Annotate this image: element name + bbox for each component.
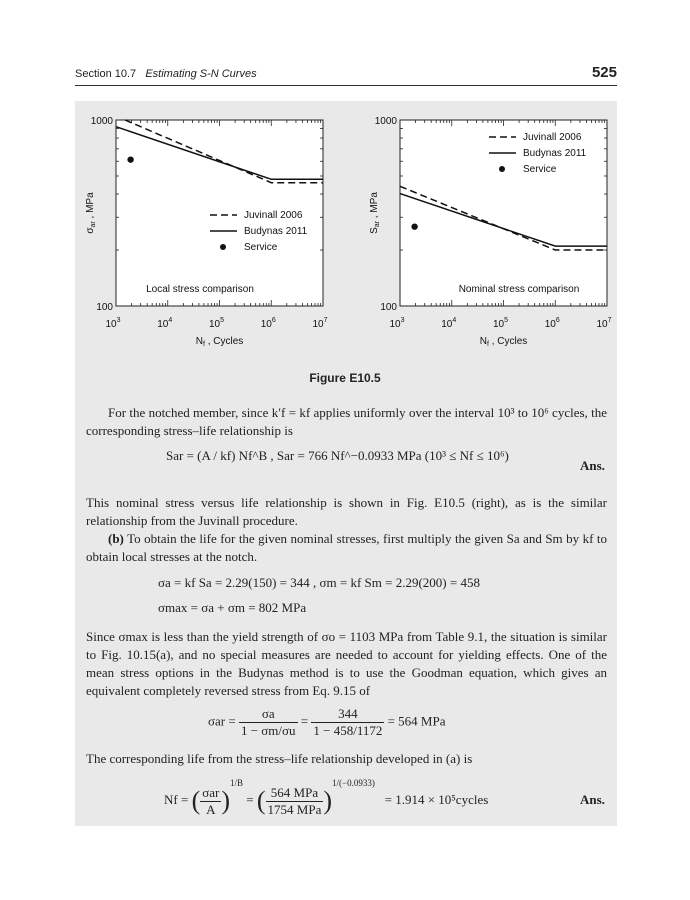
life-result: = 1.914 × 10⁵cycles <box>384 792 489 807</box>
life-fraction-1 <box>200 785 221 818</box>
x-tick-label: $10^7$ <box>312 317 328 330</box>
goodman-f1-den: 1 − σm/σu <box>240 723 296 738</box>
equation-life: Nf = ( $\frac{\text{σar}}{A}$ )$^{1/B}$ = ( $\frac{\text{564 MPa}}{\text{1754 MPa}}$ )$^{1/(-0.0933)}$ = 1.914 × 10⁵cycles <box>164 778 489 817</box>
life-lhs: Nf = <box>164 792 189 807</box>
paragraph-1: For the notched member, since k′f = kf applies uniformly over the interval 10³ to 10⁶ cycles, the corresponding stress–life relationship is <box>86 405 607 438</box>
service-point <box>411 223 417 229</box>
goodman-fraction-2 <box>311 706 384 739</box>
life-f1-exponent: 1/B <box>230 778 244 788</box>
figure-caption: Figure E10.5 <box>309 371 381 385</box>
y-tick-label-bottom: 100 <box>96 302 113 313</box>
answer-marker-1: Ans. <box>580 458 605 473</box>
x-tick-label: $10^6$ <box>260 317 276 330</box>
answer-marker-2: Ans. <box>580 792 605 807</box>
life-fraction-2 <box>266 785 324 818</box>
legend-label: Service <box>244 242 278 253</box>
chart-title: Nominal stress comparison <box>458 284 580 295</box>
x-tick-label: $10^4$ <box>441 317 457 330</box>
goodman-result: = 564 MPa <box>387 713 446 729</box>
x-tick-label: $10^5$ <box>208 317 225 330</box>
equation-goodman: σar = $\frac{\sigma a}{1 - \sigma m/\sigma u}$ = $\frac{344}{1 - 458/1172}$ = 564 MPa <box>208 706 446 738</box>
section-number: Section 10.7 <box>75 68 137 80</box>
life-f1-den: A <box>206 801 216 817</box>
running-header <box>75 68 257 80</box>
x-axis-label: $N_f$ , Cycles <box>195 336 244 348</box>
paragraph-2: This nominal stress versus life relationship is shown in Fig. E10.5 (right), as is the similar relationship from the Juvinall procedure. <box>86 495 607 528</box>
legend-label: Budynas 2011 <box>523 148 587 159</box>
equation-local-stresses: σa = kf Sa = 2.29(150) = 344 , σm = kf Sm = 2.29(200) = 458 <box>158 575 480 590</box>
legend-service-marker <box>220 244 226 250</box>
paragraph-5: The corresponding life from the stress–life relationship developed in (a) is <box>86 751 473 766</box>
legend-label: Budynas 2011 <box>244 226 308 237</box>
goodman-f1-num: σa <box>239 706 298 723</box>
life-f2-exponent: 1/(−0.0933) <box>332 778 375 788</box>
part-b-label: (b) <box>108 531 124 546</box>
life-f1-num: σar <box>202 784 220 800</box>
equation-max-stress: σmax = σa + σm = 802 MPa <box>158 600 307 615</box>
life-f2-den: 1754 MPa <box>267 801 322 817</box>
x-tick-label: $10^3$ <box>105 317 121 330</box>
goodman-lhs: σar = <box>208 713 236 729</box>
y-axis-label: $\sigma_{ar}$ , MPa <box>85 192 97 234</box>
x-tick-label: $10^6$ <box>544 317 560 330</box>
paragraph-3 <box>86 530 607 566</box>
service-point <box>127 156 133 162</box>
y-tick-label-top: 1000 <box>374 116 397 127</box>
legend-label: Juvinall 2006 <box>244 210 303 221</box>
goodman-f2-den: 1 − 458/1172 <box>313 723 383 738</box>
y-axis-label: $S_{ar}$ , MPa <box>369 192 381 234</box>
chart-title: Local stress comparison <box>146 284 254 295</box>
section-title: Estimating S-N Curves <box>145 68 257 80</box>
nominal-stress-chart <box>362 111 627 361</box>
y-tick-label-bottom: 100 <box>380 302 397 313</box>
x-axis-label: $N_f$ , Cycles <box>479 336 528 348</box>
x-tick-label: $10^4$ <box>157 317 173 330</box>
legend-service-marker <box>499 166 505 172</box>
legend-label: Service <box>523 164 557 175</box>
goodman-fraction-1 <box>239 706 298 739</box>
part-b-text: To obtain the life for the given nominal stresses, first multiply the given Sa and Sm by kf to obtain local stresses at the notch. <box>86 531 607 564</box>
equation-stress-life: Sar = (A / kf) Nf^B , Sar = 766 Nf^−0.0933 MPa (10³ ≤ Nf ≤ 10⁶) <box>166 448 509 463</box>
x-tick-label: $10^3$ <box>389 317 405 330</box>
page-number: 525 <box>591 64 617 81</box>
header-rule <box>75 85 617 86</box>
x-tick-label: $10^7$ <box>596 317 612 330</box>
x-tick-label: $10^5$ <box>492 317 509 330</box>
life-f2-num: 564 MPa <box>266 785 324 802</box>
y-tick-label-top: 1000 <box>90 116 113 127</box>
local-stress-chart <box>78 111 343 361</box>
legend-label: Juvinall 2006 <box>523 132 582 143</box>
paragraph-4: Since σmax is less than the yield strength of σo = 1103 MPa from Table 9.1, the situation is similar to Fig. 10.15(a), and no special measures are needed to account for yielding effects. One of the mean stress options in the Budynas method is to use the Goodman equation, which gives an equivalent completely reversed stress from Eq. 9.15 of <box>86 629 607 698</box>
goodman-f2-num: 344 <box>311 706 384 723</box>
